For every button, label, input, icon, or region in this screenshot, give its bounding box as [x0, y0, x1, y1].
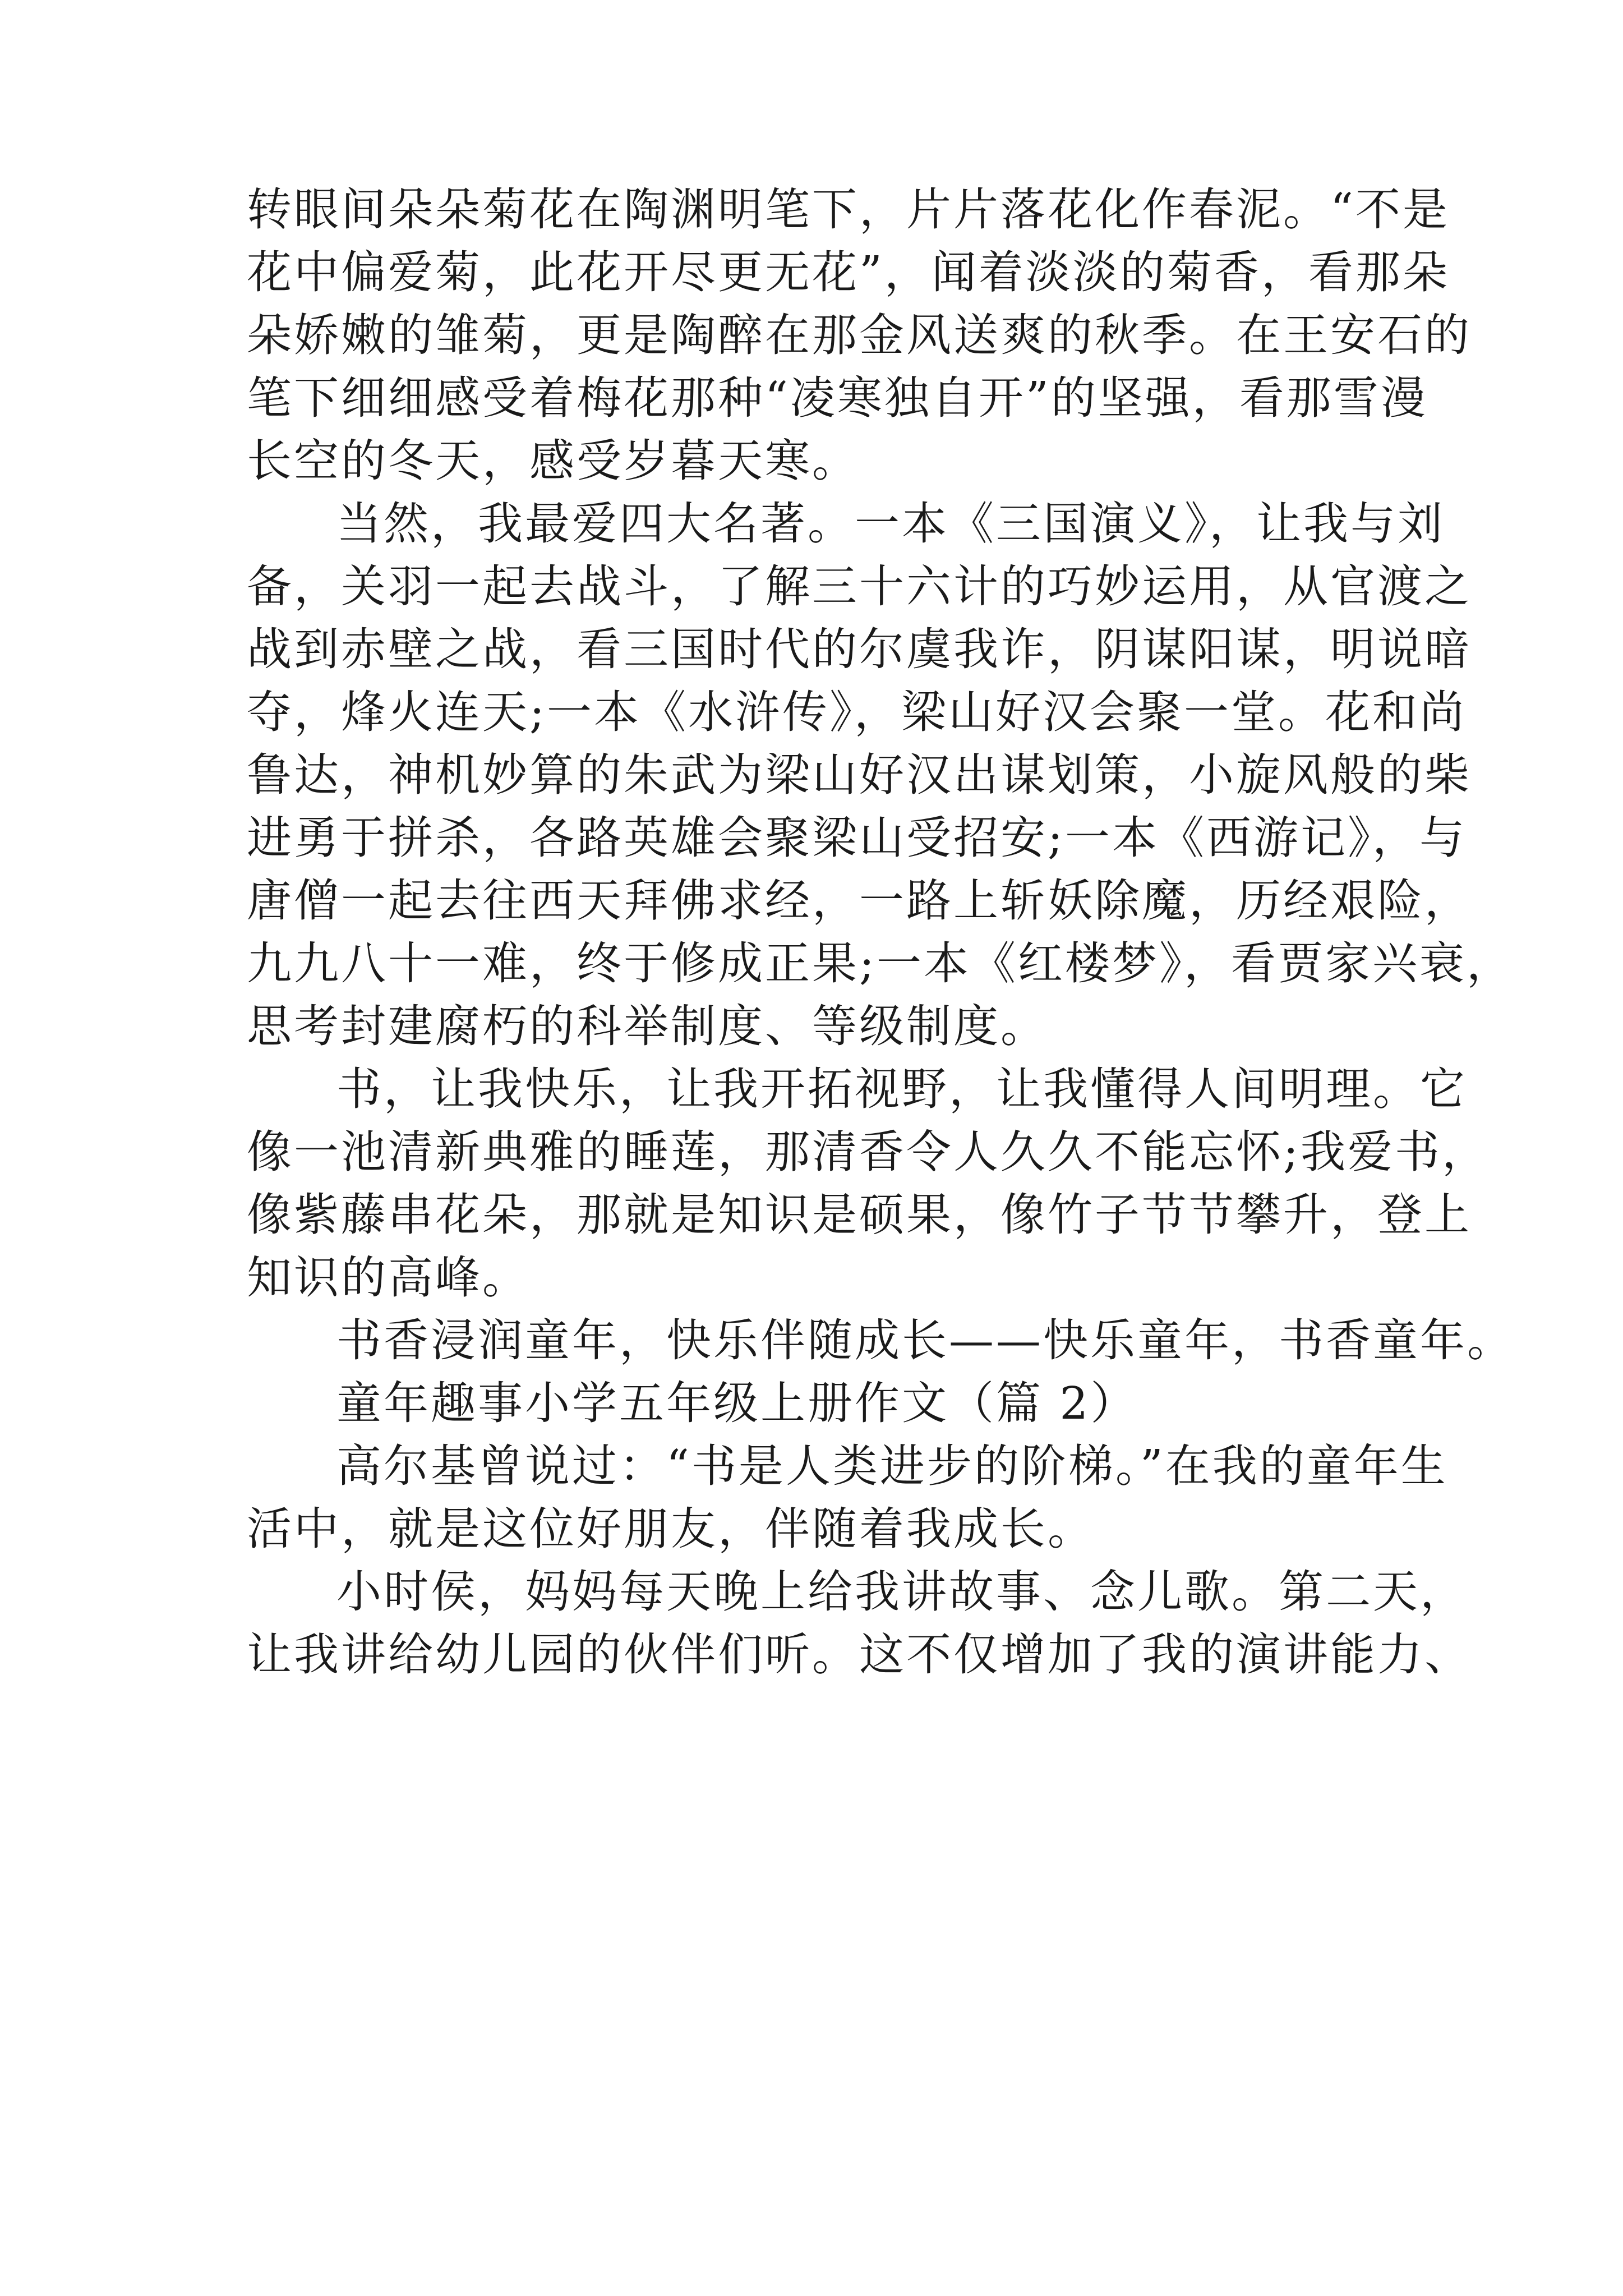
section-heading: 童年趣事小学五年级上册作文（篇 2）: [336, 1377, 1138, 1429]
paragraph-start-line: 小时侯，妈妈每天晚上给我讲故事、念儿歌。第二天，: [336, 1566, 1467, 1618]
text-line: 备，关羽一起去战斗，了解三十六计的巧妙运用，从官渡之: [247, 560, 1472, 613]
text-line: 九九八十一难，终于修成正果;一本《红楼梦》，看贾家兴衰，: [247, 937, 1514, 990]
text-line: 思考封建腐朽的科举制度、等级制度。: [247, 1000, 1048, 1052]
text-line: 花中偏爱菊，此花开尽更无花”，闻着淡淡的菊香，看那朵: [247, 246, 1450, 298]
text-line: 知识的高峰。: [247, 1251, 529, 1304]
text-line: 像紫藤串花朵，那就是知识是硕果，像竹子节节攀升，登上: [247, 1189, 1472, 1241]
text-line: 笔下细细感受着梅花那种“凌寒独自开”的坚强，看那雪漫: [247, 372, 1428, 424]
text-line: 活中，就是这位好朋友，伴随着我成长。: [247, 1503, 1095, 1555]
text-line: 战到赤壁之战，看三国时代的尔虞我诈，阴谋阳谋，明说暗: [247, 623, 1472, 675]
text-line: 转眼间朵朵菊花在陶渊明笔下，片片落花化作春泥。“不是: [247, 183, 1450, 236]
text-line: 长空的冬天，感受岁暮天寒。: [247, 435, 859, 487]
text-line: 鲁达，神机妙算的朱武为梁山好汉出谋划策，小旋风般的柴: [247, 749, 1472, 801]
text-line: 朵娇嫩的雏菊，更是陶醉在那金风送爽的秋季。在王安石的: [247, 309, 1472, 361]
text-line: 夺，烽火连天;一本《水浒传》，梁山好汉会聚一堂。花和尚: [247, 686, 1467, 738]
text-line: 让我讲给幼儿园的伙伴们听。这不仅增加了我的演讲能力、: [247, 1628, 1472, 1681]
paragraph-start-line: 当然，我最爱四大名著。一本《三国演义》，让我与刘: [336, 498, 1445, 550]
paragraph-start-line: 书，让我快乐，让我开拓视野，让我懂得人间明理。它: [336, 1063, 1467, 1115]
paragraph-start-line: 书香浸润童年，快乐伴随成长——快乐童年，书香童年。: [336, 1314, 1514, 1366]
paragraph-start-line: 高尔基曾说过：“书是人类进步的阶梯。”在我的童年生: [336, 1440, 1448, 1492]
text-line: 唐僧一起去往西天拜佛求经，一路上斩妖除魔，历经艰险，: [247, 875, 1472, 927]
text-line: 进勇于拼杀，各路英雄会聚梁山受招安;一本《西游记》，与: [247, 812, 1467, 864]
text-line: 像一池清新典雅的睡莲，那清香令人久久不能忘怀;我爱书，: [247, 1126, 1489, 1178]
